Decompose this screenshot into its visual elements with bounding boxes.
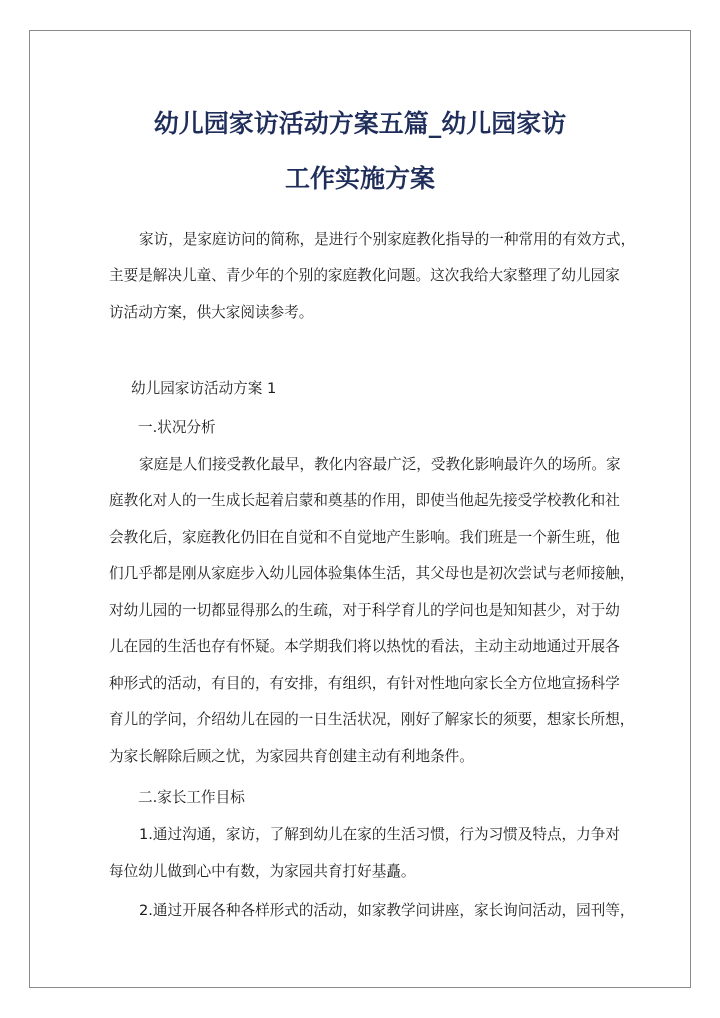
paragraph-line: 为家长解除后顾之忧，为家园共育创建主动有利地条件。	[109, 748, 474, 765]
paragraph-line: 庭教化对人的一生成长起着启蒙和奠基的作用，即使当他起先接受学校教化和社	[109, 492, 620, 509]
list-item-line: 1.通过沟通，家访，了解到幼儿在家的生活习惯，行为习惯及特点，力争对	[139, 826, 620, 843]
paragraph-line: 们几乎都是刚从家庭步入幼儿园体验集体生活，其父母也是初次尝试与老师接触，	[109, 565, 635, 582]
intro-line: 主要是解决儿童、青少年的个别的家庭教化问题。这次我给大家整理了幼儿园家	[109, 267, 620, 284]
document-title-line-1: 幼儿园家访活动方案五篇_幼儿园家访	[153, 109, 567, 138]
paragraph-line: 家庭是人们接受教化最早，教化内容最广泛，受教化影响最许久的场所。家	[139, 456, 621, 473]
paragraph-line: 种形式的活动，有目的，有安排，有组织，有针对性地向家长全方位地宣扬科学	[109, 675, 620, 692]
paragraph-line: 育儿的学问，介绍幼儿在园的一日生活状况，刚好了解家长的须要，想家长所想，	[109, 711, 635, 728]
heading-parent-work-goals: 二.家长工作目标	[138, 789, 245, 806]
paragraph-line: 对幼儿园的一切都显得那么的生疏，对于科学育儿的学问也是知知甚少，对于幼	[109, 602, 620, 619]
intro-line: 访活动方案，供大家阅读参考。	[109, 304, 314, 321]
intro-line: 家访，是家庭访问的简称，是进行个别家庭教化指导的一种常用的有效方式，	[139, 231, 636, 248]
list-item-line: 2.通过开展各种各样形式的活动，如家教学问讲座，家长询问活动，园刊等，	[139, 902, 635, 919]
heading-situation-analysis: 一.状况分析	[138, 419, 216, 436]
paragraph-line: 会教化后，家庭教化仍旧在自觉和不自觉地产生影响。我们班是一个新生班，他	[109, 529, 620, 546]
list-item-line: 每位幼儿做到心中有数，为家园共育打好基矗。	[109, 863, 416, 880]
section-title: 幼儿园家访活动方案 1	[131, 380, 277, 397]
paragraph-line: 儿在园的生活也存有怀疑。本学期我们将以热忱的看法，主动主动地通过开展各	[109, 638, 620, 655]
document-title-line-2: 工作实施方案	[284, 164, 435, 193]
